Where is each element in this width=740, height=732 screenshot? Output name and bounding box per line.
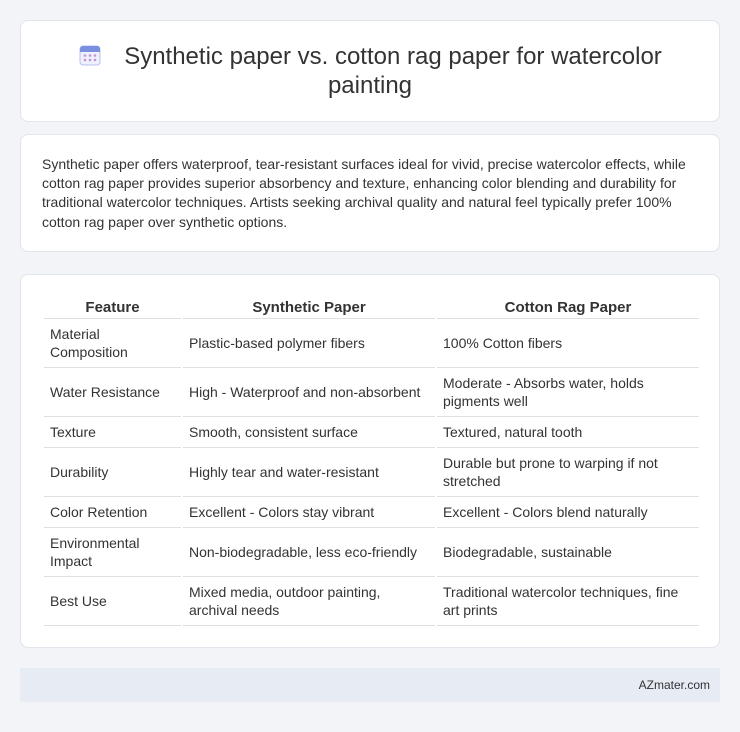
synthetic-cell: Highly tear and water-resistant	[183, 448, 435, 497]
cotton-cell: Traditional watercolor techniques, fine art prints	[437, 577, 699, 626]
header-synthetic: Synthetic Paper	[183, 295, 435, 319]
summary-text: Synthetic paper offers waterproof, tear-resistant surfaces ideal for vivid, precise watercolor effects, while cotton rag paper provides superior absorbency and texture, enhancing color blending and durability for traditional watercolor techniques. Artists seeking archival quality and natural feel typically prefer 100% cotton rag paper over synthetic options.	[42, 156, 686, 230]
cotton-cell: 100% Cotton fibers	[437, 319, 699, 368]
cotton-cell: Textured, natural tooth	[437, 417, 699, 448]
synthetic-cell: Non-biodegradable, less eco-friendly	[183, 528, 435, 577]
synthetic-cell: Excellent - Colors stay vibrant	[183, 497, 435, 528]
cotton-cell: Moderate - Absorbs water, holds pigments well	[437, 368, 699, 417]
footer-bar	[20, 668, 720, 702]
calendar-icon	[78, 43, 102, 67]
feature-cell: Material Composition	[44, 319, 181, 368]
table-header-row	[44, 295, 699, 319]
footer-brand: AZmater.com	[638, 678, 710, 692]
feature-cell: Environmental Impact	[44, 528, 181, 577]
synthetic-cell: Plastic-based polymer fibers	[183, 319, 435, 368]
table-row	[44, 368, 699, 417]
table-row	[44, 497, 699, 528]
comparison-card	[20, 274, 720, 648]
cotton-cell: Durable but prone to warping if not stretched	[437, 448, 699, 497]
feature-cell: Best Use	[44, 577, 181, 626]
table-row	[44, 448, 699, 497]
title-card	[20, 20, 720, 122]
table-row	[44, 528, 699, 577]
feature-cell: Color Retention	[44, 497, 181, 528]
page-title	[61, 42, 679, 100]
table-row	[44, 319, 699, 368]
synthetic-cell: High - Waterproof and non-absorbent	[183, 368, 435, 417]
header-cotton: Cotton Rag Paper	[437, 295, 699, 319]
header-feature: Feature	[44, 295, 181, 319]
synthetic-cell: Smooth, consistent surface	[183, 417, 435, 448]
cotton-cell: Biodegradable, sustainable	[437, 528, 699, 577]
comparison-table	[42, 295, 701, 626]
summary-card	[20, 134, 720, 252]
page-title-text: Synthetic paper vs. cotton rag paper for watercolor painting	[124, 43, 662, 99]
cotton-cell: Excellent - Colors blend naturally	[437, 497, 699, 528]
feature-cell: Water Resistance	[44, 368, 181, 417]
table-row	[44, 577, 699, 626]
feature-cell: Durability	[44, 448, 181, 497]
table-row	[44, 417, 699, 448]
feature-cell: Texture	[44, 417, 181, 448]
synthetic-cell: Mixed media, outdoor painting, archival needs	[183, 577, 435, 626]
